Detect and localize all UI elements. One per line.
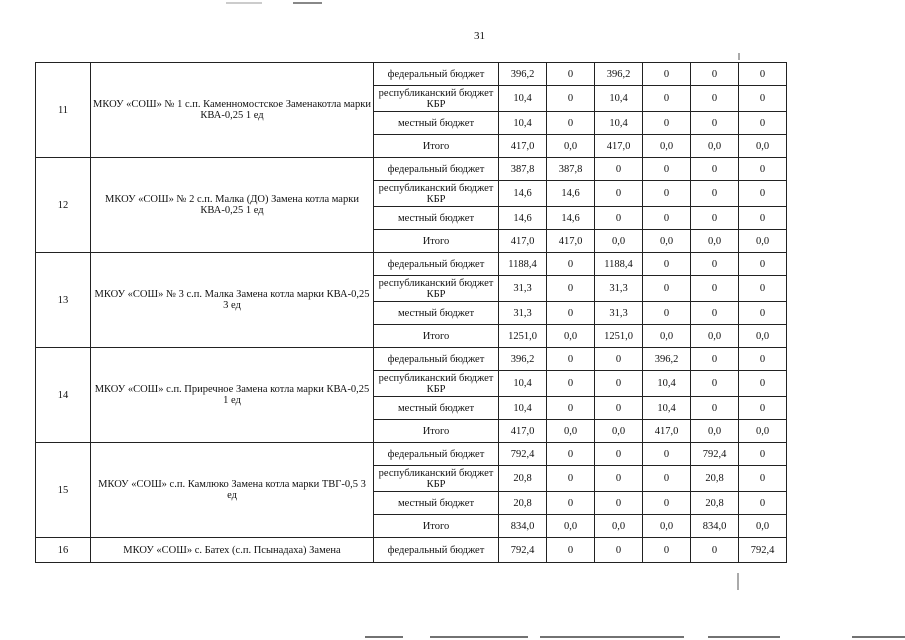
- amount-cell: 0,0: [739, 230, 787, 253]
- funding-source: местный бюджет: [374, 492, 499, 515]
- amount-cell: 0: [595, 466, 643, 492]
- funding-source: местный бюджет: [374, 207, 499, 230]
- amount-cell: 0,0: [643, 325, 691, 348]
- amount-cell: 0: [643, 86, 691, 112]
- amount-cell: 0: [547, 302, 595, 325]
- budget-table: [35, 62, 787, 563]
- amount-cell: 0,0: [595, 420, 643, 443]
- amount-cell: 0,0: [547, 515, 595, 538]
- amount-cell: 0: [691, 253, 739, 276]
- amount-cell: 0: [547, 86, 595, 112]
- amount-cell: 792,4: [499, 443, 547, 466]
- funding-source: республиканский бюджет КБР: [374, 276, 499, 302]
- amount-cell: 14,6: [499, 181, 547, 207]
- funding-source: местный бюджет: [374, 397, 499, 420]
- amount-cell: 0: [643, 302, 691, 325]
- amount-cell: 20,8: [499, 492, 547, 515]
- amount-cell: 0: [643, 207, 691, 230]
- amount-cell: 0,0: [643, 135, 691, 158]
- amount-cell: 0,0: [595, 230, 643, 253]
- page-number: 31: [474, 30, 485, 42]
- amount-cell: 0,0: [547, 420, 595, 443]
- amount-cell: 14,6: [499, 207, 547, 230]
- table-row: [36, 538, 787, 563]
- amount-cell: 0: [595, 443, 643, 466]
- funding-source: федеральный бюджет: [374, 348, 499, 371]
- funding-source: республиканский бюджет КБР: [374, 371, 499, 397]
- amount-cell: 0: [691, 397, 739, 420]
- amount-cell: 0: [739, 348, 787, 371]
- amount-cell: 792,4: [691, 443, 739, 466]
- amount-cell: 10,4: [499, 371, 547, 397]
- funding-source: Итого: [374, 420, 499, 443]
- amount-cell: 0: [595, 371, 643, 397]
- amount-cell: 10,4: [499, 86, 547, 112]
- amount-cell: 0: [595, 181, 643, 207]
- amount-cell: 10,4: [643, 397, 691, 420]
- amount-cell: 31,3: [499, 276, 547, 302]
- amount-cell: 0,0: [643, 515, 691, 538]
- amount-cell: 31,3: [595, 302, 643, 325]
- amount-cell: 0,0: [547, 325, 595, 348]
- amount-cell: 10,4: [595, 112, 643, 135]
- table-row: [36, 63, 787, 86]
- object-description: МКОУ «СОШ» № 1 с.п. Каменномостское Заменакотла марки КВА-0,25 1 ед: [91, 63, 374, 158]
- amount-cell: 0: [643, 112, 691, 135]
- amount-cell: 792,4: [739, 538, 787, 563]
- funding-source: федеральный бюджет: [374, 443, 499, 466]
- funding-source: федеральный бюджет: [374, 158, 499, 181]
- amount-cell: 834,0: [691, 515, 739, 538]
- table-row: [36, 158, 787, 181]
- object-description: МКОУ «СОШ» № 2 с.п. Малка (ДО) Замена котла марки КВА-0,25 1 ед: [91, 158, 374, 253]
- amount-cell: 10,4: [499, 112, 547, 135]
- amount-cell: 1188,4: [595, 253, 643, 276]
- amount-cell: 0,0: [739, 420, 787, 443]
- amount-cell: 0: [547, 397, 595, 420]
- funding-source: Итого: [374, 135, 499, 158]
- amount-cell: 834,0: [499, 515, 547, 538]
- amount-cell: 0: [739, 371, 787, 397]
- amount-cell: 1188,4: [499, 253, 547, 276]
- funding-source: республиканский бюджет КБР: [374, 181, 499, 207]
- funding-source: федеральный бюджет: [374, 538, 499, 563]
- budget-table-body: [36, 63, 787, 563]
- amount-cell: 10,4: [643, 371, 691, 397]
- amount-cell: 0: [547, 443, 595, 466]
- amount-cell: 0: [595, 207, 643, 230]
- amount-cell: 0,0: [739, 135, 787, 158]
- amount-cell: 0: [691, 371, 739, 397]
- amount-cell: 0: [595, 348, 643, 371]
- amount-cell: 0: [739, 466, 787, 492]
- amount-cell: 1251,0: [595, 325, 643, 348]
- amount-cell: 0: [691, 181, 739, 207]
- amount-cell: 14,6: [547, 181, 595, 207]
- amount-cell: 396,2: [643, 348, 691, 371]
- amount-cell: 0: [691, 276, 739, 302]
- amount-cell: 0: [595, 538, 643, 563]
- funding-source: Итого: [374, 515, 499, 538]
- amount-cell: 0: [739, 397, 787, 420]
- amount-cell: 0: [643, 181, 691, 207]
- amount-cell: 0: [643, 276, 691, 302]
- object-description: МКОУ «СОШ» № 3 с.п. Малка Замена котла марки КВА-0,25 3 ед: [91, 253, 374, 348]
- amount-cell: 387,8: [547, 158, 595, 181]
- amount-cell: 792,4: [499, 538, 547, 563]
- amount-cell: 0: [595, 158, 643, 181]
- amount-cell: 0,0: [691, 325, 739, 348]
- amount-cell: 396,2: [499, 63, 547, 86]
- amount-cell: 396,2: [499, 348, 547, 371]
- amount-cell: 0: [547, 492, 595, 515]
- amount-cell: 0: [643, 253, 691, 276]
- amount-cell: 10,4: [595, 86, 643, 112]
- amount-cell: 0: [547, 253, 595, 276]
- funding-source: местный бюджет: [374, 112, 499, 135]
- row-number: 12: [36, 158, 91, 253]
- amount-cell: 0: [739, 158, 787, 181]
- amount-cell: 0,0: [739, 515, 787, 538]
- amount-cell: 0: [691, 538, 739, 563]
- funding-source: местный бюджет: [374, 302, 499, 325]
- amount-cell: 0: [691, 86, 739, 112]
- amount-cell: 0: [739, 253, 787, 276]
- amount-cell: 417,0: [643, 420, 691, 443]
- amount-cell: 14,6: [547, 207, 595, 230]
- object-description: МКОУ «СОШ» с.п. Камлюко Замена котла марки ТВГ-0,5 3 ед: [91, 443, 374, 538]
- amount-cell: 417,0: [499, 135, 547, 158]
- amount-cell: 0: [643, 63, 691, 86]
- amount-cell: 0: [691, 207, 739, 230]
- amount-cell: 0: [691, 112, 739, 135]
- amount-cell: 0: [691, 158, 739, 181]
- amount-cell: 0: [595, 397, 643, 420]
- funding-source: федеральный бюджет: [374, 253, 499, 276]
- amount-cell: 20,8: [691, 492, 739, 515]
- amount-cell: 0: [739, 63, 787, 86]
- amount-cell: 0: [739, 302, 787, 325]
- amount-cell: 0,0: [643, 230, 691, 253]
- amount-cell: 0: [595, 492, 643, 515]
- amount-cell: 0,0: [595, 515, 643, 538]
- amount-cell: 0: [547, 538, 595, 563]
- row-number: 14: [36, 348, 91, 443]
- amount-cell: 0: [547, 371, 595, 397]
- row-number: 13: [36, 253, 91, 348]
- amount-cell: 0: [691, 348, 739, 371]
- amount-cell: 0: [739, 207, 787, 230]
- amount-cell: 417,0: [547, 230, 595, 253]
- table-row: [36, 253, 787, 276]
- amount-cell: 10,4: [499, 397, 547, 420]
- amount-cell: 0: [547, 112, 595, 135]
- amount-cell: 0,0: [691, 230, 739, 253]
- amount-cell: 0: [739, 276, 787, 302]
- amount-cell: 1251,0: [499, 325, 547, 348]
- funding-source: республиканский бюджет КБР: [374, 466, 499, 492]
- amount-cell: 31,3: [499, 302, 547, 325]
- amount-cell: 0: [547, 63, 595, 86]
- table-row: [36, 443, 787, 466]
- amount-cell: 0: [739, 181, 787, 207]
- amount-cell: 0: [643, 158, 691, 181]
- funding-source: федеральный бюджет: [374, 63, 499, 86]
- amount-cell: 0,0: [547, 135, 595, 158]
- amount-cell: 0: [739, 112, 787, 135]
- amount-cell: 396,2: [595, 63, 643, 86]
- object-description: МКОУ «СОШ» с. Батех (с.п. Псынадаха) Замена: [91, 538, 374, 563]
- funding-source: Итого: [374, 230, 499, 253]
- amount-cell: 0,0: [691, 135, 739, 158]
- amount-cell: 0: [643, 492, 691, 515]
- row-number: 16: [36, 538, 91, 563]
- amount-cell: 0,0: [739, 325, 787, 348]
- amount-cell: 0,0: [691, 420, 739, 443]
- amount-cell: 387,8: [499, 158, 547, 181]
- amount-cell: 0: [643, 443, 691, 466]
- amount-cell: 417,0: [499, 230, 547, 253]
- amount-cell: 0: [739, 443, 787, 466]
- amount-cell: 0: [691, 63, 739, 86]
- amount-cell: 31,3: [595, 276, 643, 302]
- amount-cell: 0: [643, 466, 691, 492]
- amount-cell: 417,0: [499, 420, 547, 443]
- amount-cell: 20,8: [499, 466, 547, 492]
- amount-cell: 0: [691, 302, 739, 325]
- funding-source: республиканский бюджет КБР: [374, 86, 499, 112]
- amount-cell: 417,0: [595, 135, 643, 158]
- amount-cell: 0: [739, 492, 787, 515]
- funding-source: Итого: [374, 325, 499, 348]
- object-description: МКОУ «СОШ» с.п. Приречное Замена котла марки КВА-0,25 1 ед: [91, 348, 374, 443]
- amount-cell: 0: [643, 538, 691, 563]
- amount-cell: 0: [739, 86, 787, 112]
- table-row: [36, 348, 787, 371]
- row-number: 15: [36, 443, 91, 538]
- amount-cell: 0: [547, 348, 595, 371]
- amount-cell: 0: [547, 466, 595, 492]
- amount-cell: 20,8: [691, 466, 739, 492]
- amount-cell: 0: [547, 276, 595, 302]
- row-number: 11: [36, 63, 91, 158]
